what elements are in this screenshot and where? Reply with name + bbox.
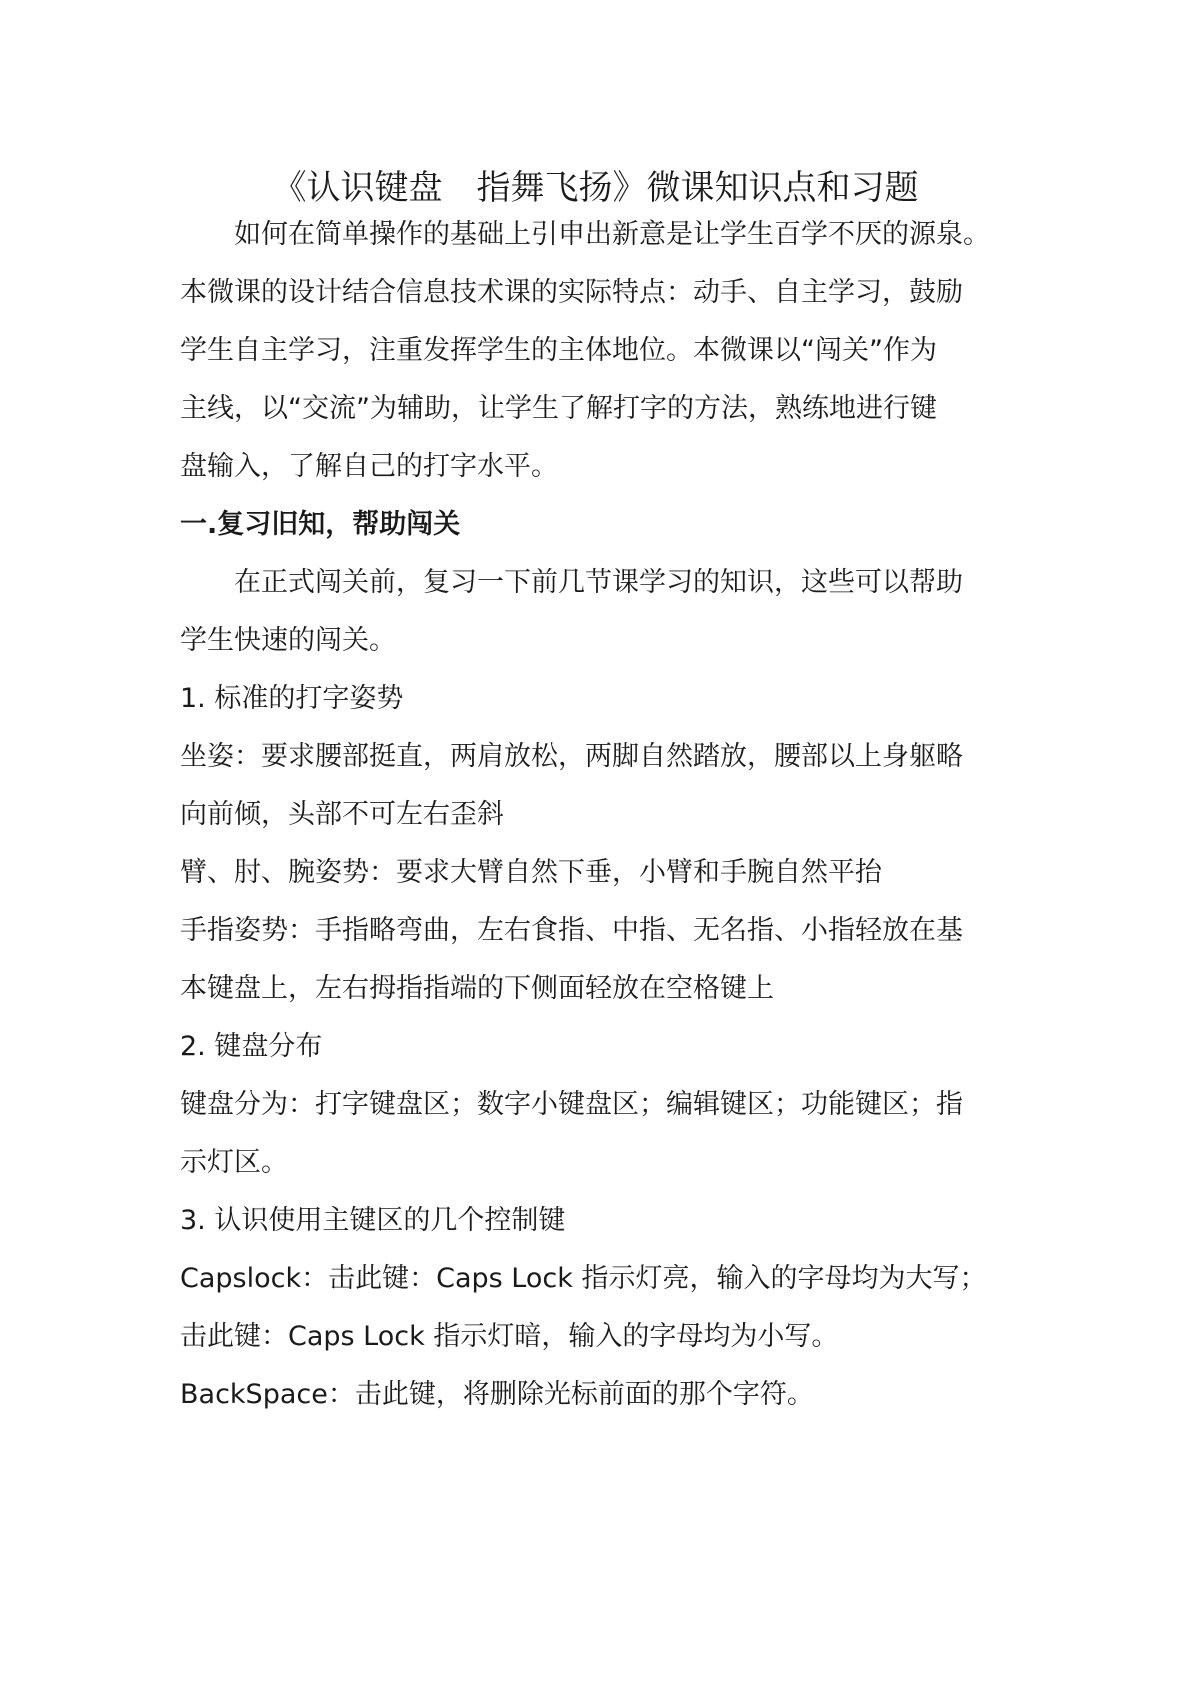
item-1-line-5: 本键盘上，左右拇指指端的下侧面轻放在空格键上 [180,973,774,1004]
item-2-heading: 2. 键盘分布 [180,1031,323,1062]
item-1-line-2: 向前倾，头部不可左右歪斜 [180,799,504,830]
intro-line-3: 学生自主学习，注重发挥学生的主体地位。本微课以“闯关”作为 [180,335,937,366]
intro-line-5: 盘输入，了解自己的打字水平。 [180,451,558,482]
item-3-line-1: Capslock：击此键：Caps Lock 指示灯亮，输入的字母均为大写； [180,1263,987,1294]
section-1-heading: 一.复习旧知，帮助闯关 [180,509,461,540]
item-2-line-2: 示灯区。 [180,1147,288,1178]
item-1-line-1: 坐姿：要求腰部挺直，两肩放松，两脚自然踏放，腰部以上身躯略 [180,741,963,772]
section-1-intro-line-1: 在正式闯关前，复习一下前几节课学习的知识，这些可以帮助 [234,567,963,598]
item-2-line-1: 键盘分为：打字键盘区；数字小键盘区；编辑键区；功能键区；指 [180,1089,963,1120]
intro-line-2: 本微课的设计结合信息技术课的实际特点：动手、自主学习，鼓励 [180,277,963,308]
item-3-line-2: 击此键：Caps Lock 指示灯暗，输入的字母均为小写。 [180,1321,839,1352]
intro-line-1: 如何在简单操作的基础上引申出新意是让学生百学不厌的源泉。 [234,219,990,250]
document-title: 《认识键盘 指舞飞扬》微课知识点和习题 [272,168,919,208]
item-3-line-3: BackSpace：击此键，将删除光标前面的那个字符。 [180,1379,814,1410]
section-1-intro-line-2: 学生快速的闯关。 [180,625,396,656]
item-1-line-4: 手指姿势：手指略弯曲，左右食指、中指、无名指、小指轻放在基 [180,915,963,946]
item-1-line-3: 臂、肘、腕姿势：要求大臂自然下垂，小臂和手腕自然平抬 [180,857,882,888]
intro-line-4: 主线，以“交流”为辅助，让学生了解打字的方法，熟练地进行键 [180,393,937,424]
item-3-heading: 3. 认识使用主键区的几个控制键 [180,1205,566,1236]
item-1-heading: 1. 标准的打字姿势 [180,683,404,714]
